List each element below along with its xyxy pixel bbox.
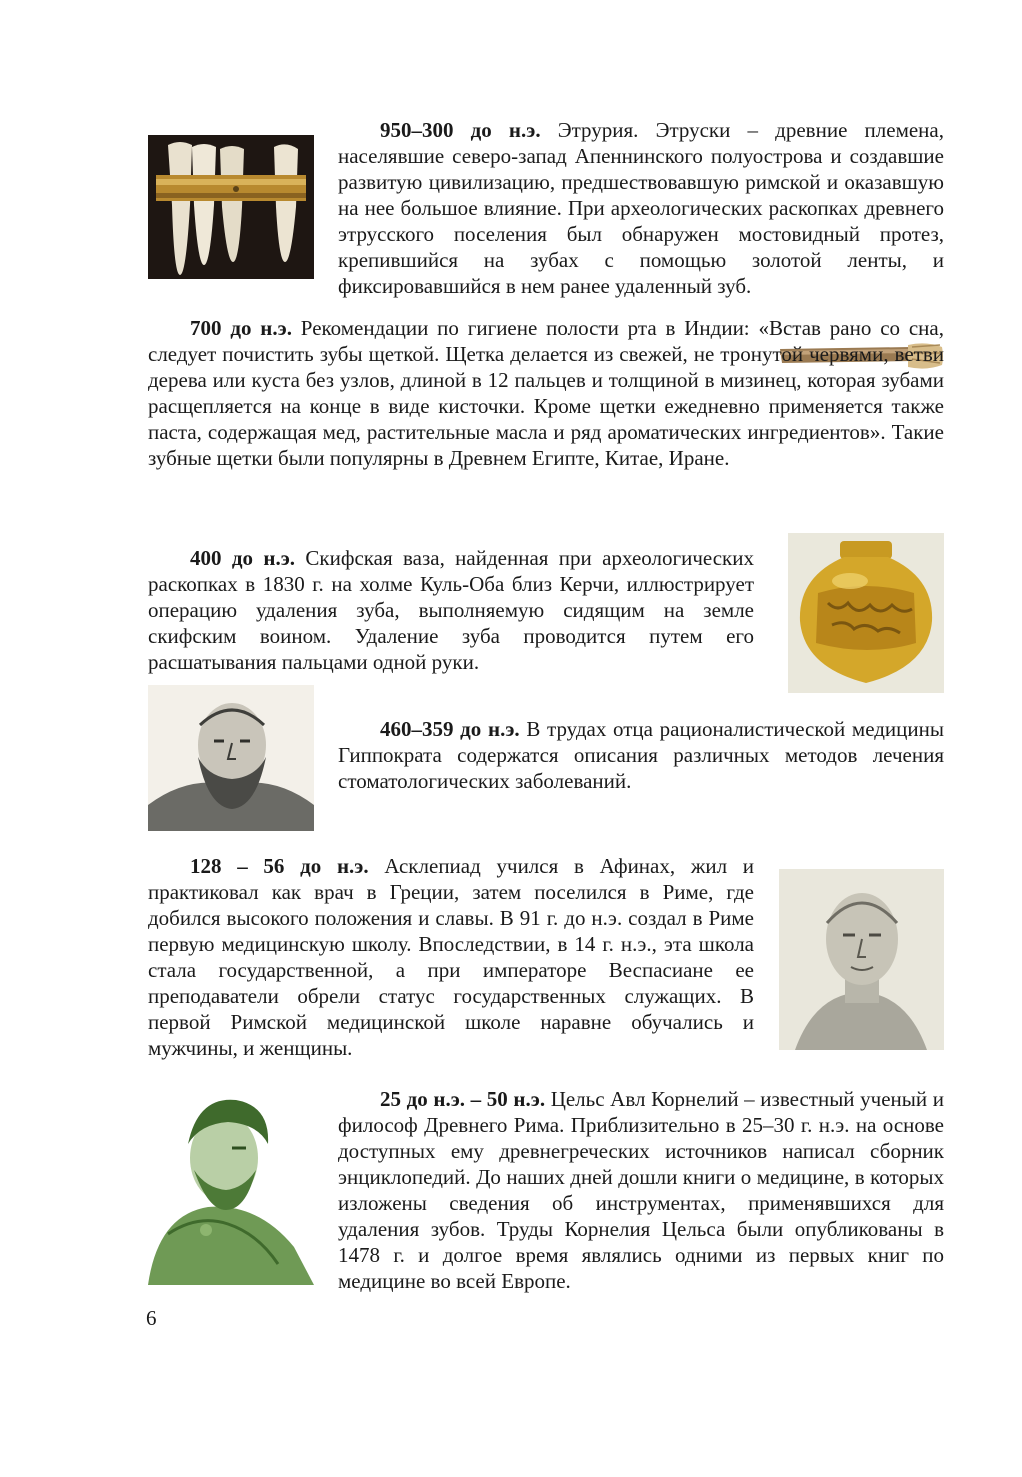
entry-text: В трудах отца рационалистической медицины Гиппократа содержатся описания различных методов лечения стоматологических заболеваний. — [338, 717, 944, 793]
entry-etruria — [338, 117, 944, 299]
entry-text: Цельс Авл Корнелий – известный ученый и философ Древнего Рима. Приблизительно в 25–30 г. н.э. на основе доступных ему древнегреческих источников написал сборник энциклопедий. До наших дней дошли книги о медицине, в которых изложены сведения об инструментах, применявшихся для удаления зубов. Труды Корнелия Цельса были опубликованы в 1478 г. и долгое время являлись одними из первых книг по медицине во всей Европе. — [338, 1087, 944, 1293]
scythian-vase-image — [788, 533, 944, 693]
entry-text: Асклепиад учился в Афинах, жил и практиковал как врач в Греции, затем поселился в Риме, где добился высокого положения и славы. В 91 г. до н.э. создал в Риме первую медицинскую школу. Впоследствии, в 14 г. н.э., эта школа стала государственной, а при императоре Веспасиане ее преподаватели обрели статус государственных служащих. В первой Римской медицинской школе наравне обучались и мужчины, и женщины. — [148, 854, 754, 1060]
entry-scythian — [148, 545, 754, 675]
celsus-portrait-image — [148, 1084, 314, 1285]
page-number: 6 — [146, 1306, 157, 1330]
entry-text: Этрурия. Этруски – древние племена, населявшие северо-запад Апеннинского полуострова и создавшие развитую цивилизацию, предшествовавшую римской и оказавшую на нее большое влияние. При археологических раскопках древнего этрусского поселения был обнаружен мостовидный протез, крепившийся на зубах с помощью золотой ленты, и фиксировавшийся в нем ранее удаленный зуб. — [338, 118, 944, 298]
entry-asclepiades — [148, 853, 754, 1061]
entry-date: 25 до н.э. – 50 н.э. — [380, 1087, 546, 1111]
entry-text: Рекомендации по гигиене полости рта в Индии: «Встав рано со сна, следует почистить зубы щеткой. Щетка делается из свежей, не тронутой червями, ветви дерева или куста без узлов, длиной в 12 пальцев и толщиной в мизинец, которая зубами расщепляется на конце в виде кисточки. Кроме щетки ежедневно применяется также паста, содержащая мед, растительные масла и ряд ароматических ингредиентов». Такие зубные щетки были популярны в Древнем Египте, Китае, Иране. — [148, 316, 944, 470]
entry-india — [148, 315, 944, 471]
entry-date: 700 до н.э. — [190, 316, 292, 340]
entry-date: 400 до н.э. — [190, 546, 296, 570]
asclepiades-bust-image — [779, 869, 944, 1050]
entry-hippocrates — [338, 716, 944, 794]
entry-text: Скифская ваза, найденная при археологических раскопках в 1830 г. на холме Куль-Оба близ Керчи, иллюстрирует операцию удаления зуба, выполняемую сидящим на земле скифским воином. Удаление зуба проводится путем его расшатывания пальцами одной руки. — [148, 546, 754, 674]
hippocrates-portrait-image — [148, 685, 314, 831]
entry-celsus — [338, 1086, 944, 1294]
entry-date: 460–359 до н.э. — [380, 717, 520, 741]
etruscan-prosthesis-image — [148, 135, 314, 279]
entry-date: 128 – 56 до н.э. — [190, 854, 369, 878]
entry-date: 950–300 до н.э. — [380, 118, 541, 142]
